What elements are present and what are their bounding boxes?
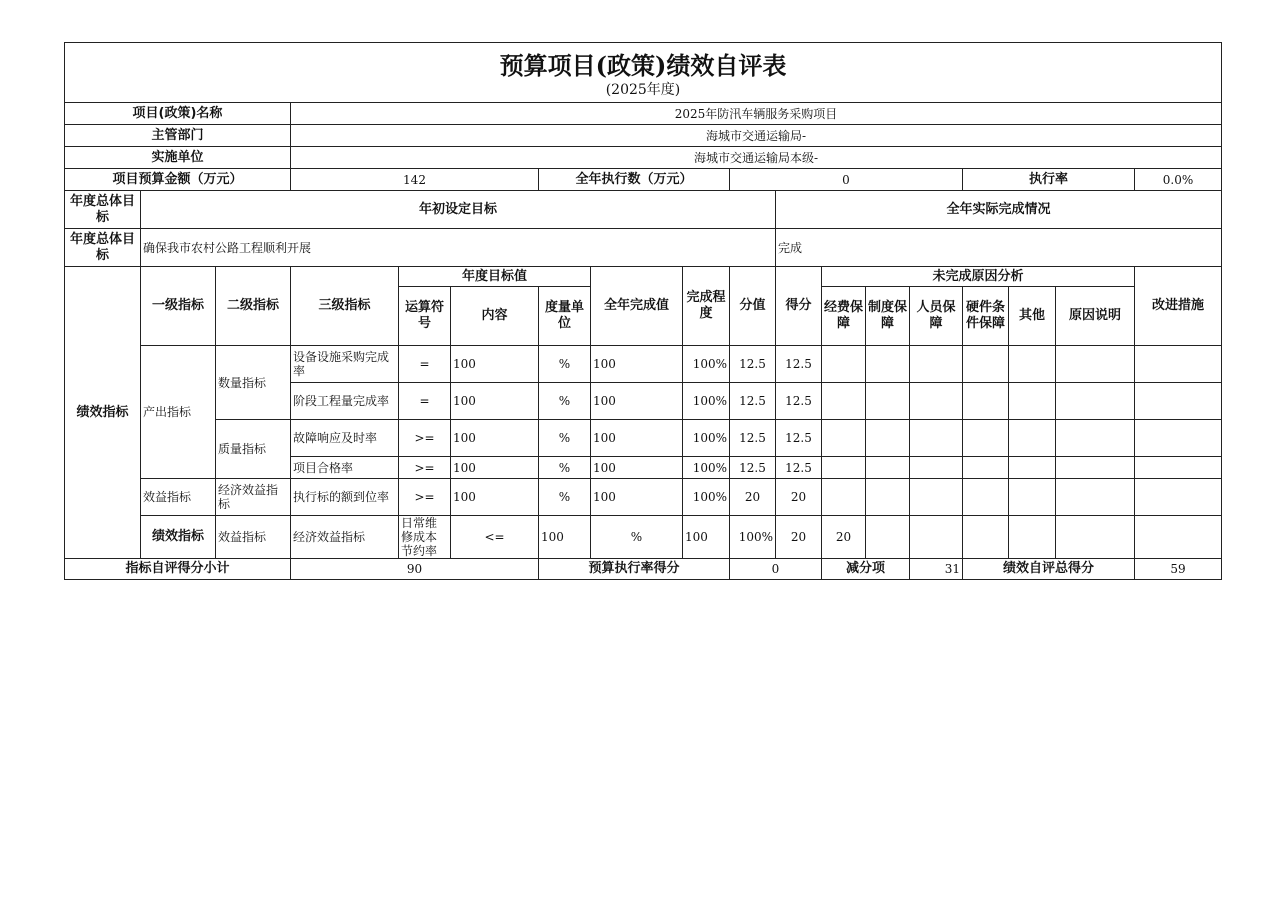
op-cell: >= [399, 479, 451, 516]
score-cell: 20 [730, 479, 776, 516]
empty-cell [1135, 457, 1222, 479]
content-cell: 100 [451, 346, 539, 383]
unit-value: 海城市交通运输局本级- [291, 147, 1222, 169]
actual-goal-header: 全年实际完成情况 [776, 191, 1222, 229]
rate-value: 0.0% [1135, 169, 1222, 191]
content-cell: 100 [451, 457, 539, 479]
empty-cell [1009, 420, 1056, 457]
level3-cell: 阶段工程量完成率 [291, 383, 399, 420]
goal-label: 年度总体目标 [65, 191, 141, 229]
project-name-label: 项目(政策)名称 [65, 103, 291, 125]
got-cell: 12.5 [776, 457, 822, 479]
total-label: 绩效自评总得分 [963, 559, 1135, 580]
reason-group-header: 未完成原因分析 [822, 267, 1135, 287]
empty-cell [866, 420, 910, 457]
op-cell: = [399, 346, 451, 383]
op-cell: = [399, 383, 451, 420]
level2-cell: 经济效益指标 [291, 516, 399, 559]
other-header: 其他 [1009, 287, 1056, 346]
level1-header: 一级指标 [141, 267, 216, 346]
content-header: 内容 [451, 287, 539, 346]
unit-cell: % [539, 479, 591, 516]
score-cell: 12.5 [730, 346, 776, 383]
level2-cell: 数量指标 [216, 346, 291, 420]
initial-goal-value: 确保我市农村公路工程顺利开展 [141, 229, 776, 267]
empty-cell [1009, 383, 1056, 420]
op-cell: <= [451, 516, 539, 559]
actual-cell: 100 [591, 479, 683, 516]
total-value: 59 [1135, 559, 1222, 580]
degree-cell: 100% [683, 457, 730, 479]
empty-cell [1135, 479, 1222, 516]
degree-cell: 100% [683, 383, 730, 420]
empty-cell [822, 479, 866, 516]
got-cell: 12.5 [776, 383, 822, 420]
score-cell: 12.5 [730, 420, 776, 457]
unit-header: 度量单位 [539, 287, 591, 346]
actual-cell: 100 [591, 383, 683, 420]
score-cell: 20 [776, 516, 822, 559]
actual-goal-value: 完成 [776, 229, 1222, 267]
empty-cell [910, 346, 963, 383]
empty-cell [963, 383, 1009, 420]
content-cell: 100 [451, 383, 539, 420]
empty-cell [822, 457, 866, 479]
staff-header: 人员保障 [910, 287, 963, 346]
budget-value: 142 [291, 169, 539, 191]
level2-cell: 质量指标 [216, 420, 291, 479]
empty-cell [1056, 516, 1135, 559]
unit-cell: % [539, 346, 591, 383]
degree-cell: 100% [683, 346, 730, 383]
level1-cell: 效益指标 [141, 479, 216, 516]
empty-cell [963, 479, 1009, 516]
empty-cell [963, 457, 1009, 479]
table-row [65, 420, 1222, 457]
level2-cell: 经济效益指标 [216, 479, 291, 516]
dept-label: 主管部门 [65, 125, 291, 147]
initial-goal-header: 年初设定目标 [141, 191, 776, 229]
empty-cell [910, 383, 963, 420]
got-cell: 20 [776, 479, 822, 516]
content-cell: 100 [451, 420, 539, 457]
empty-cell [822, 383, 866, 420]
exec-label: 全年执行数（万元） [539, 169, 730, 191]
degree-cell: 100% [683, 479, 730, 516]
empty-cell [1135, 346, 1222, 383]
rate-label: 执行率 [963, 169, 1135, 191]
empty-cell [1056, 383, 1135, 420]
empty-cell [1009, 457, 1056, 479]
goal-label-2: 年度总体目标 [65, 229, 141, 267]
score-header: 分值 [730, 267, 776, 346]
empty-cell [1009, 479, 1056, 516]
empty-cell [963, 346, 1009, 383]
system-header: 制度保障 [866, 287, 910, 346]
degree-cell: 100% [683, 420, 730, 457]
unit-cell: % [539, 457, 591, 479]
actual-header: 全年完成值 [591, 267, 683, 346]
score-cell: 12.5 [730, 457, 776, 479]
empty-cell [1056, 457, 1135, 479]
empty-cell [1009, 346, 1056, 383]
got-cell: 12.5 [776, 346, 822, 383]
budget-score-value: 0 [730, 559, 822, 580]
level2-header: 二级指标 [216, 267, 291, 346]
empty-cell [822, 346, 866, 383]
deduct-value: 31 [910, 559, 963, 580]
subtotal-label: 指标自评得分小计 [65, 559, 291, 580]
degree-cell: 100% [730, 516, 776, 559]
subtotal-value: 90 [291, 559, 539, 580]
empty-cell [866, 383, 910, 420]
content-cell: 100 [451, 479, 539, 516]
page-subtitle: (2025年度) [605, 81, 681, 98]
improve-header: 改进措施 [1135, 267, 1222, 346]
explain-header: 原因说明 [1056, 287, 1135, 346]
page-title: 预算项目(政策)绩效自评表 [499, 50, 787, 80]
actual-cell: 100 [591, 457, 683, 479]
empty-cell [963, 516, 1009, 559]
empty-cell [1009, 516, 1056, 559]
got-header: 得分 [776, 267, 822, 346]
level3-cell: 故障响应及时率 [291, 420, 399, 457]
empty-cell [866, 479, 910, 516]
actual-cell: 100 [591, 420, 683, 457]
empty-cell [866, 516, 910, 559]
empty-cell [1056, 479, 1135, 516]
perf-indicator-label-2: 绩效指标 [141, 516, 216, 559]
budget-score-label: 预算执行率得分 [539, 559, 730, 580]
evaluation-sheet [64, 42, 1221, 580]
op-cell: >= [399, 457, 451, 479]
level3-cell: 执行标的额到位率 [291, 479, 399, 516]
table-row [65, 516, 1222, 559]
op-cell: >= [399, 420, 451, 457]
empty-cell [910, 479, 963, 516]
level3-cell: 设备设施采购完成率 [291, 346, 399, 383]
empty-cell [910, 420, 963, 457]
empty-cell [822, 420, 866, 457]
got-cell: 12.5 [776, 420, 822, 457]
deduct-label: 减分项 [822, 559, 910, 580]
empty-cell [1056, 420, 1135, 457]
score-cell: 12.5 [730, 383, 776, 420]
perf-indicator-label: 绩效指标 [65, 267, 141, 559]
hardware-header: 硬件条件保障 [963, 287, 1009, 346]
budget-label: 项目预算金额（万元） [65, 169, 291, 191]
exec-value: 0 [730, 169, 963, 191]
title-cell [65, 43, 1222, 103]
actual-cell: 100 [683, 516, 730, 559]
empty-cell [910, 457, 963, 479]
level3-cell: 项目合格率 [291, 457, 399, 479]
table-row [65, 479, 1222, 516]
level1-cell: 效益指标 [216, 516, 291, 559]
empty-cell [1135, 516, 1222, 559]
empty-cell [1135, 420, 1222, 457]
empty-cell [1135, 383, 1222, 420]
target-group-header: 年度目标值 [399, 267, 591, 287]
empty-cell [866, 346, 910, 383]
degree-header: 完成程度 [683, 267, 730, 346]
empty-cell [910, 516, 963, 559]
got-cell: 20 [822, 516, 866, 559]
evaluation-table [64, 42, 1222, 580]
level1-cell: 产出指标 [141, 346, 216, 479]
unit-label: 实施单位 [65, 147, 291, 169]
op-header: 运算符号 [399, 287, 451, 346]
dept-value: 海城市交通运输局- [291, 125, 1222, 147]
project-name-value: 2025年防汛车辆服务采购项目 [291, 103, 1222, 125]
level3-header: 三级指标 [291, 267, 399, 346]
table-row [65, 346, 1222, 383]
empty-cell [1056, 346, 1135, 383]
empty-cell [866, 457, 910, 479]
actual-cell: 100 [591, 346, 683, 383]
content-cell: 100 [539, 516, 591, 559]
fund-header: 经费保障 [822, 287, 866, 346]
level3-cell: 日常维修成本节约率 [399, 516, 451, 559]
unit-cell: % [539, 420, 591, 457]
empty-cell [963, 420, 1009, 457]
unit-cell: % [539, 383, 591, 420]
unit-cell: % [591, 516, 683, 559]
